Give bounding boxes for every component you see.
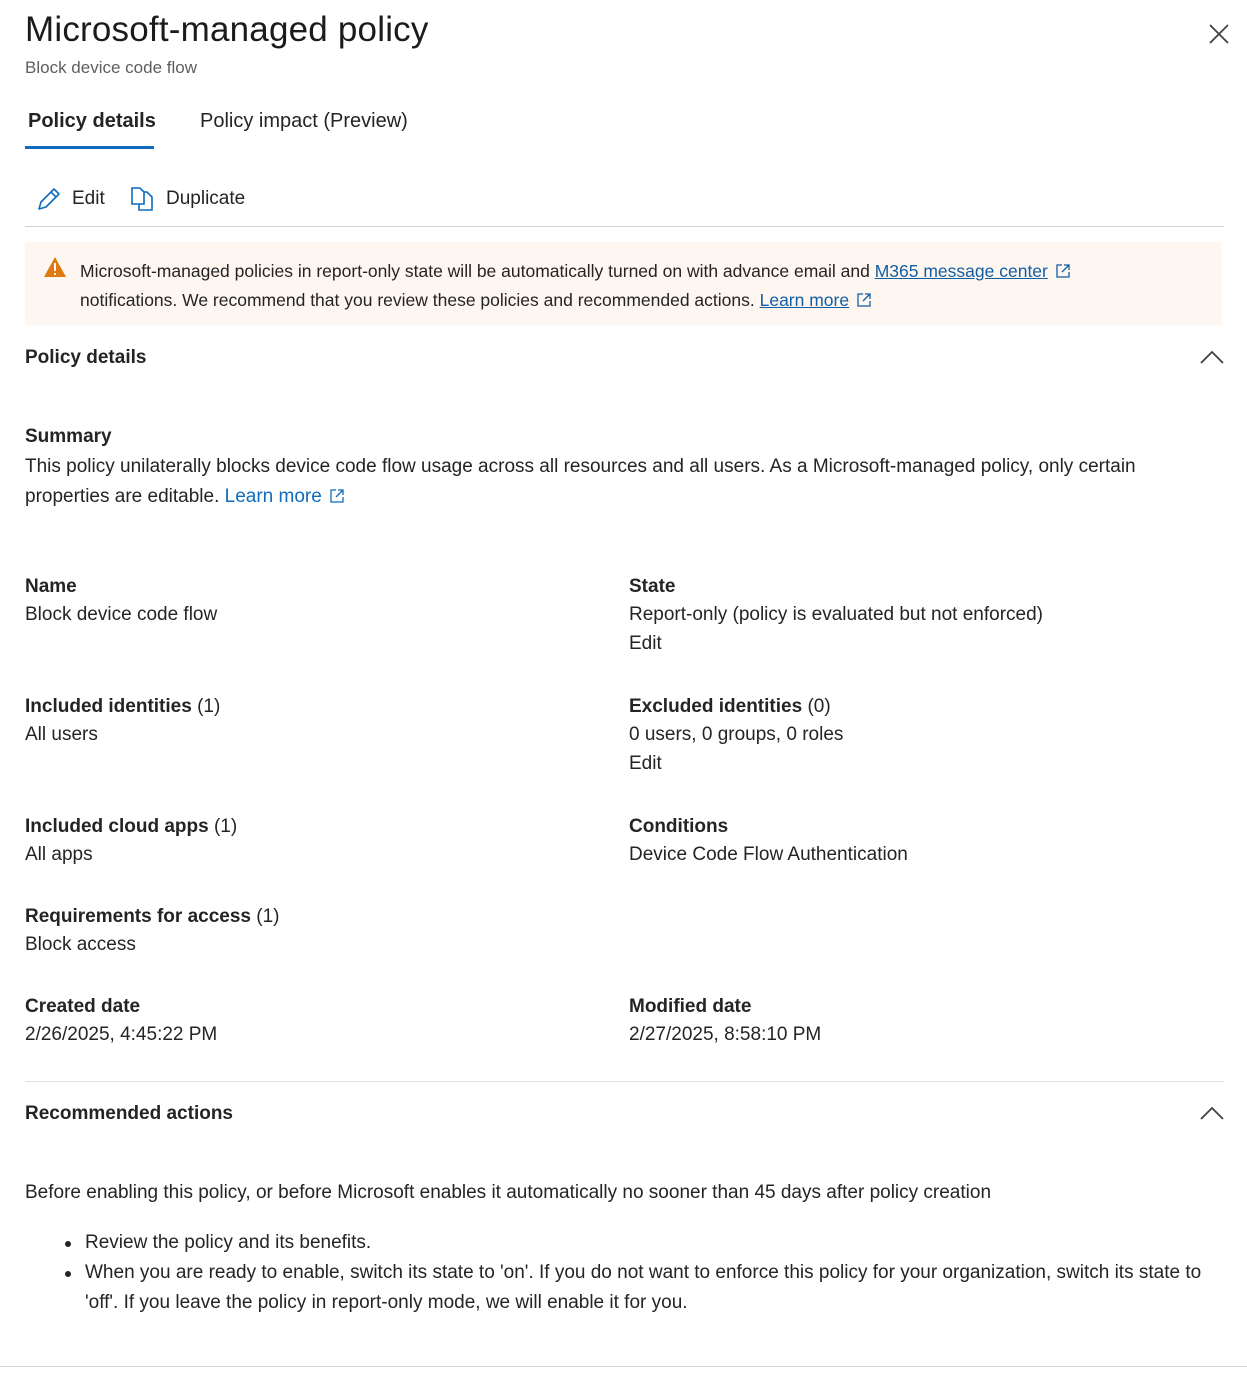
list-item: Review the policy and its benefits. xyxy=(85,1228,1225,1258)
pencil-icon xyxy=(36,186,62,212)
label-text: Excluded identities xyxy=(629,696,803,717)
close-icon[interactable] xyxy=(1205,20,1233,48)
page-title: Microsoft-managed policy xyxy=(25,10,429,49)
field-label xyxy=(25,816,605,838)
section-divider xyxy=(25,1081,1224,1082)
bottom-divider xyxy=(0,1366,1247,1367)
duplicate-button[interactable] xyxy=(130,186,245,212)
page-subtitle: Block device code flow xyxy=(25,58,197,77)
duplicate-icon xyxy=(130,186,156,212)
field-value: Block device code flow xyxy=(25,604,218,625)
recommended-actions-heading: Recommended actions xyxy=(25,1103,233,1124)
field-label: Created date xyxy=(25,996,141,1017)
excluded-identities-edit-link[interactable]: Edit xyxy=(629,753,662,774)
list-item: When you are ready to enable, switch its state to 'on'. If you do not want to enforce this policy for your organization, switch its state to 'off'. If you leave the policy in report-only mode, we will enable it for you. xyxy=(85,1258,1225,1318)
banner-text-1: Microsoft-managed policies in report-only state will be automatically turned on with advance email and xyxy=(80,261,875,281)
field-value: 2/27/2025, 8:58:10 PM xyxy=(629,1024,822,1045)
label-count: (0) xyxy=(807,696,831,717)
label-count: (1) xyxy=(256,906,280,927)
summary-learn-more-link[interactable]: Learn more xyxy=(224,486,322,507)
label-text: Included cloud apps xyxy=(25,816,209,837)
field-label: Name xyxy=(25,576,77,597)
field-included-identities xyxy=(25,696,605,750)
external-link-icon xyxy=(857,293,871,307)
chevron-up-icon[interactable] xyxy=(1199,1105,1225,1121)
edit-label: Edit xyxy=(72,188,105,209)
label-text: Included identities xyxy=(25,696,192,717)
external-link-icon xyxy=(330,489,344,503)
policy-details-heading: Policy details xyxy=(25,347,147,368)
tab-policy-details[interactable]: Policy details xyxy=(28,110,156,132)
field-value: 0 users, 0 groups, 0 roles xyxy=(629,724,844,745)
tab-policy-impact[interactable]: Policy impact (Preview) xyxy=(200,110,408,132)
duplicate-label: Duplicate xyxy=(166,188,246,209)
chevron-up-icon[interactable] xyxy=(1199,349,1225,365)
field-modified-date xyxy=(629,996,1209,1050)
field-created-date xyxy=(25,996,605,1050)
summary-body: This policy unilaterally blocks device code flow usage across all resources and all users. As a Microsoft-managed policy, only certain properties are editable. xyxy=(25,456,1136,507)
field-name xyxy=(25,576,605,630)
toolbar-divider xyxy=(25,226,1224,227)
field-requirements xyxy=(25,906,605,960)
field-value: Report-only (policy is evaluated but not enforced) xyxy=(629,604,1044,625)
recommended-list xyxy=(85,1228,1225,1318)
field-label: Modified date xyxy=(629,996,752,1017)
label-text: Requirements for access xyxy=(25,906,251,927)
field-label: Conditions xyxy=(629,816,729,837)
field-label: State xyxy=(629,576,676,597)
state-edit-link[interactable]: Edit xyxy=(629,633,662,654)
field-label xyxy=(25,696,605,718)
edit-button[interactable] xyxy=(36,186,105,212)
label-count: (1) xyxy=(213,816,238,837)
summary-label: Summary xyxy=(25,426,112,447)
field-value: Device Code Flow Authentication xyxy=(629,844,908,865)
external-link-icon xyxy=(1056,264,1070,278)
field-included-cloud-apps xyxy=(25,816,605,870)
field-value: 2/26/2025, 4:45:22 PM xyxy=(25,1024,218,1045)
field-label xyxy=(25,906,605,928)
field-conditions xyxy=(629,816,1209,870)
banner-text-2: notifications. We recommend that you review these policies and recommended actions. xyxy=(80,290,760,310)
recommended-intro: Before enabling this policy, or before Microsoft enables it automatically no sooner than 45 days after policy creation xyxy=(25,1182,992,1203)
warning-banner xyxy=(25,242,1222,325)
field-value: Block access xyxy=(25,934,136,955)
learn-more-link[interactable]: Learn more xyxy=(759,290,850,310)
field-excluded-identities xyxy=(629,696,1209,779)
field-state xyxy=(629,576,1209,659)
field-label xyxy=(629,696,1209,718)
active-tab-indicator xyxy=(25,146,154,149)
field-value: All users xyxy=(25,724,98,745)
warning-icon xyxy=(43,256,67,278)
m365-message-center-link[interactable]: M365 message center xyxy=(874,261,1048,281)
summary-text xyxy=(25,452,1215,512)
field-value: All apps xyxy=(25,844,93,865)
label-count: (1) xyxy=(197,696,221,717)
